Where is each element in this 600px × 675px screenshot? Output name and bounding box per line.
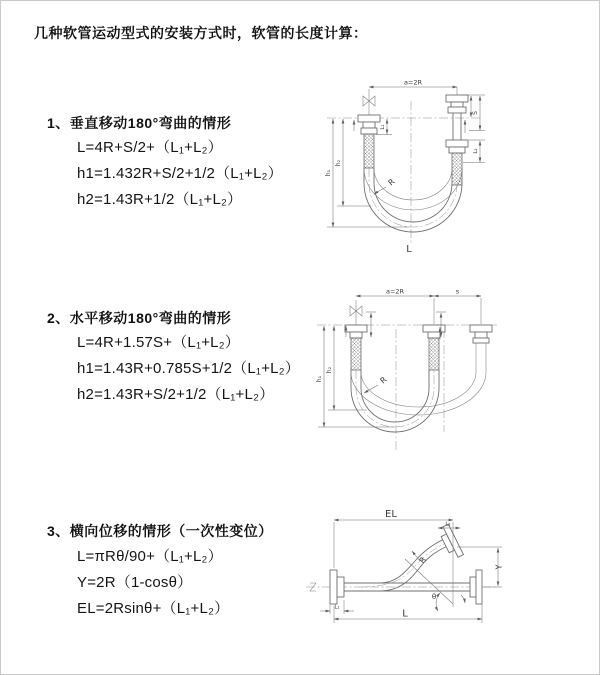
right-connector (446, 95, 468, 185)
displaced-flange (438, 521, 464, 560)
section2-formulas (77, 330, 300, 408)
section3-formulas (77, 544, 229, 622)
braided-hose-section (364, 134, 374, 168)
dim-label-h1: h₁ (325, 169, 332, 177)
right-connector-phantom (470, 325, 492, 343)
dim-label-el: EL (385, 509, 397, 520)
left-connector (358, 115, 380, 168)
left-flange (330, 570, 344, 604)
section1-formulas (77, 135, 283, 213)
dim-label-l2: L₂ (473, 148, 479, 154)
formula-line: h1=1.432R+S/2+1/2（L₁+L₂） (77, 165, 283, 182)
formula-line: L=πRθ/90+（L₁+L₂） (77, 548, 223, 565)
length-label: L (406, 244, 412, 255)
hose-u-curves (364, 168, 462, 232)
diagram-vertical-bend-180 (313, 73, 600, 258)
diagram-horizontal-bend-180 (309, 284, 600, 462)
section2-heading: 2、水平移动180°弯曲的情形 (47, 310, 232, 326)
hose-u-curves (351, 343, 486, 432)
formula-line: h2=1.43R+1/2（L₁+L₂） (77, 191, 243, 208)
dim-label-l1: L₁ (334, 604, 340, 611)
dim-label-a2r: a=2R (403, 78, 423, 87)
dim-label-a2r: a=2R (385, 287, 405, 296)
page-title: 几种软管运动型式的安装方式时，软管的长度计算： (34, 25, 368, 41)
dim-label-l1: L₁ (380, 124, 386, 130)
dim-label-s: s (455, 287, 460, 296)
s-curve-hose (361, 521, 463, 591)
radius-label: R (386, 177, 397, 188)
diagram-lateral-displacement (301, 504, 600, 652)
dim-label-l: L (402, 608, 408, 620)
braided-hose-section (452, 153, 462, 185)
dim-label-h1: h₁ (316, 375, 323, 383)
angle-label: θ (431, 593, 437, 601)
dim-label-h2: h₂ (326, 366, 333, 374)
dim-label-y: Y (494, 564, 504, 570)
formula-line: h1=1.43R+0.785S+1/2（L₁+L₂） (77, 360, 300, 377)
formula-line: h2=1.43R+S/2+1/2（L₁+L₂） (77, 386, 275, 403)
left-connector (345, 325, 367, 370)
formula-line: L=4R+S/2+（L₁+L₂） (77, 139, 223, 156)
radius-label: R (417, 555, 429, 566)
radius-label: R (378, 375, 389, 386)
section3-heading: 3、横向位移的情形（一次性变位） (47, 523, 273, 539)
dim-label-h2: h₂ (335, 159, 342, 167)
formula-line: Y=2R（1-cosθ） (77, 574, 193, 591)
section1-heading: 1、垂直移动180°弯曲的情形 (47, 115, 232, 131)
dim-label-l2: L₂ (445, 521, 451, 528)
middle-connector (423, 325, 445, 370)
formula-line: L=4R+1.57S+（L₁+L₂） (77, 334, 240, 351)
dim-label-s: S (472, 111, 479, 115)
formula-line: EL=2Rsinθ+（L₁+L₂） (77, 600, 230, 617)
